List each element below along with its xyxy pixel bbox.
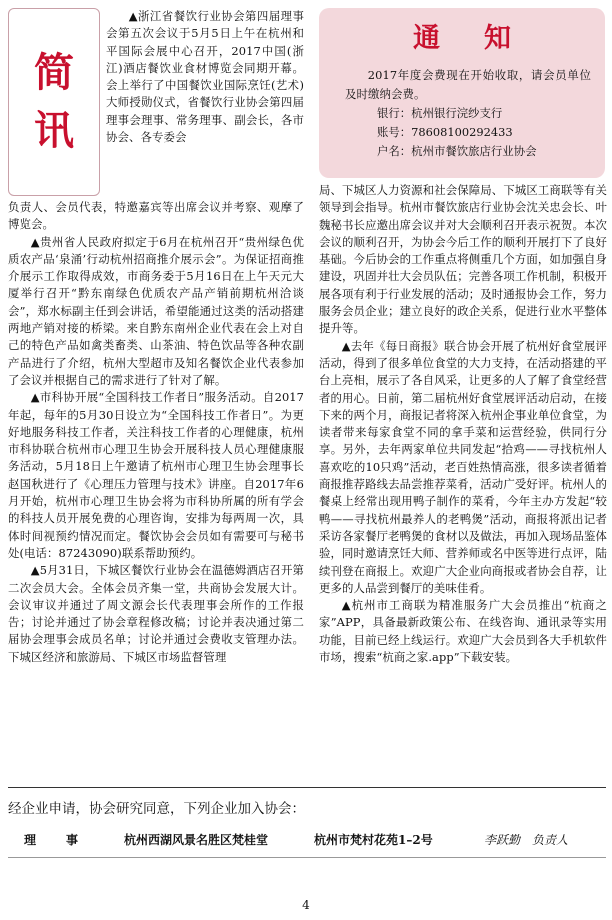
- bottom-divider: [8, 857, 606, 858]
- member-row: [8, 831, 606, 848]
- page-number: 4: [302, 898, 310, 912]
- member-role: 理事: [24, 833, 109, 847]
- notice-body: [345, 66, 591, 161]
- notice-holder: 户名：杭州市餐饮旅店行业协会: [377, 144, 537, 158]
- member-address: 杭州市梵村花苑1–2号: [314, 833, 433, 847]
- brief-news-badge: [8, 8, 100, 196]
- article-4-part-2: 局、下城区人力资源和社会保障局、下城区工商联等有关领导到会指导。杭州市餐饮旅店行业协会沈关忠会长、叶魏秘书长应邀出席会议并对大会顺利召开表示祝贺。本次会议的顺利召开，为协会今后工作的顺利开展打下了良好基础。今后协会的工作重点将侧重几个方面，如加强自身建设，巩固并壮大会员队伍；完善各项工作机制，积极开展各项有利于行业发展的活动；及时通报协会工作，努力服务会员企业；建立良好的政企关系，促进行业水平整体提升等。: [319, 183, 607, 336]
- article-5: ▲去年《每日商报》联合协会开展了杭州好食堂展评活动，得到了很多单位食堂的大力支持，在活动搭建的平台上亮相，展示了各自风采，让更多的人了解了食堂经营者的用心。日前，第二届杭州好食堂展评活动启动，在接下来的两个月，商报记者将深入杭州企事业单位食堂，为读者带来每家食堂不同的拿手菜和运营经验，供同行分享。另外，去年两家单位共同发起“拾鸡——寻找杭州人喜欢吃的10只鸡”活动，老百姓热情高涨，很多读者循着商报推荐路线去品尝推荐菜肴，活动广受好评。杭州人的餐桌上经常出现用鸭子制作的菜肴，今年主办方发起“较鸭——寻找杭州最养人的老鸭煲”活动，商报将派出记者采访各家餐厅老鸭煲的食材以及做法，再加入现场品鉴体验，同时邀请烹饪大师、营养师或名中医等进行点评，陆续刊登在商报上。欢迎广大企业向商报或者协会自荐，让更多的人品尝到餐厅的美味佳肴。: [319, 338, 607, 595]
- article-column-left: [8, 199, 304, 666]
- new-members-lead: 经企业申请，协会研究同意，下列企业加入协会：: [8, 801, 305, 817]
- notice-bank: 银行：杭州银行浣纱支行: [377, 106, 503, 120]
- article-1-part-1: ▲浙江省餐饮行业协会第四届理事会第五次会议于5月5日上午在杭州和平国际会展中心召开，2017中国(浙江)酒店餐饮业食材博览会同期开幕。会上举行了中国餐饮业国际烹饪(艺术)大师授勋仪式，省餐饮行业协会第四届理事会理事、常务理事、副会长，各市协会、各专委会: [106, 9, 304, 145]
- article-column-left-top: [106, 8, 304, 146]
- article-1-part-2: 负责人、会员代表，特邀嘉宾等出席会议并考察、观摩了博览会。: [8, 200, 304, 232]
- article-6: ▲杭州市工商联为精准服务广大会员推出“杭商之家”APP，具备最新政策公布、在线咨询、通讯录等实用功能，目前已经上线运行。欢迎广大会员到各大手机软件市场，搜索“杭商之家.app”下载安装。: [319, 598, 607, 665]
- article-3: ▲市科协开展“全国科技工作者日”服务活动。自2017年起，每年的5月30日设立为“全国科技工作者日”。为更好地服务科技工作者，关注科技工作者的心理健康，杭州市科协联合杭州市心理卫生协会开展科技人员心理健康服务活动，5月18日上午邀请了杭州市心理卫生协会理事长赵国秋进行了《心理压力管理与技术》讲座。自2017年6月开始，杭州市心理卫生协会将为市科协所属的所有学会的科技人员开展免费的心理咨询，安排为每两周一次，具体时间视预约情况而定。餐饮协会会员如有需要可与秘书处(电话：87243090)联系帮助预约。: [8, 390, 304, 560]
- member-contact: 李跃勤 负责人: [484, 833, 569, 847]
- badge-char-1: 简: [34, 49, 74, 96]
- badge-char-2: 讯: [34, 107, 74, 154]
- notice-account: 账号：78608100292433: [377, 125, 513, 139]
- notice-box: [319, 8, 605, 178]
- article-column-right: [319, 182, 607, 666]
- notice-lead: 2017年度会费现在开始收取，请会员单位及时缴纳会费。: [345, 68, 591, 101]
- article-4-part-1: ▲5月31日，下城区餐饮行业协会在温德姆酒店召开第二次会员大会。全体会员齐集一堂，共商协会发展大计。会议审议并通过了周文源会长代表理事会所作的工作报告；讨论并通过了协会章程修改稿；讨论并表决通过第二届协会理事会成员名单；讨论并通过会费收支管理办法。下城区经济和旅游局、下城区市场监督管理: [8, 563, 304, 664]
- notice-title: 通知: [413, 23, 555, 54]
- article-2: ▲贵州省人民政府拟定于6月在杭州召开“贵州绿色优质农产品‘泉涌’行动杭州招商推介展示会”。为保证招商推介展示工作取得成效，市商务委于5月16日在上午天元大厦举行召开“黔东南绿色优质农产品产销前期杭州洽谈会”，郑水标副主任到会讲话，希望能通过这类的活动搭建两地产销对接的桥梁。来自黔东南州企业代表在会上对自己的特色产品如禽类畜类、山茶油、特色饮品等各种农副产品进行了介绍，杭州大型超市及知名餐饮企业代表参加了会议并根据自己的需求进行了针对了解。: [8, 234, 304, 387]
- member-name: 杭州西湖风景名胜区梵桂堂: [124, 833, 269, 847]
- section-divider: [8, 787, 606, 788]
